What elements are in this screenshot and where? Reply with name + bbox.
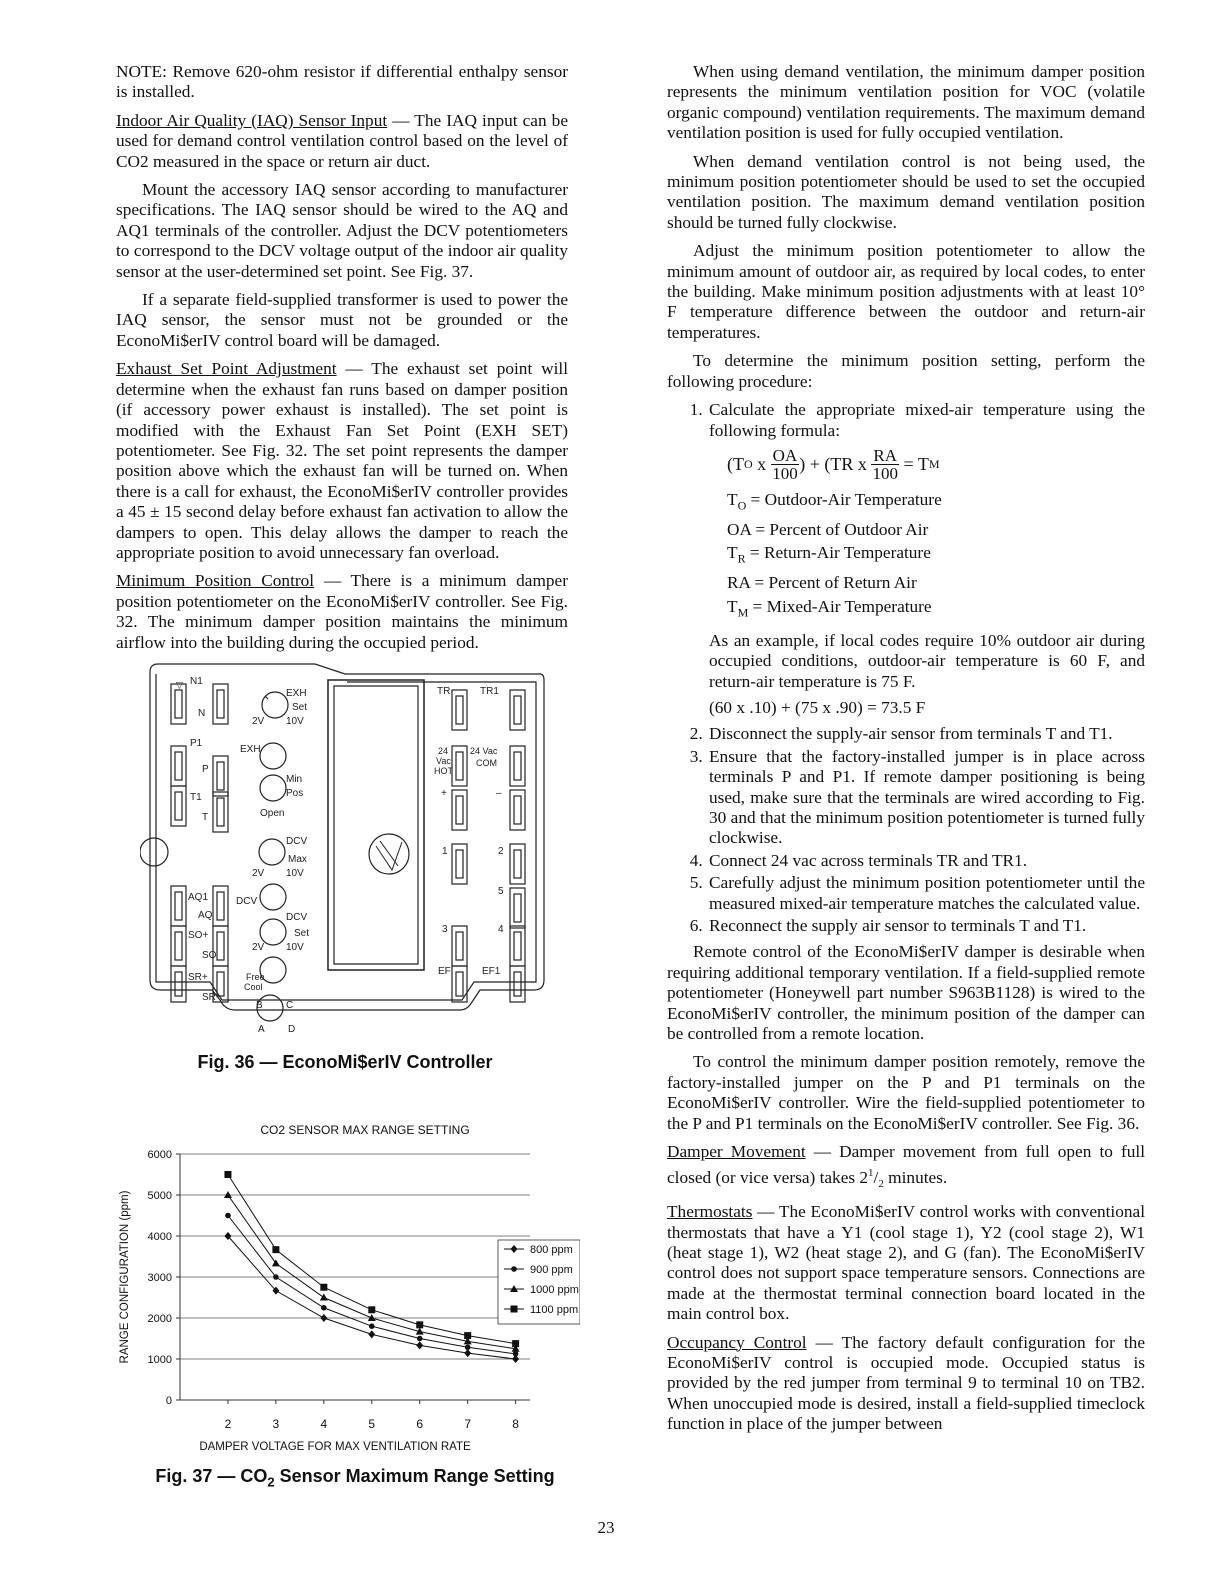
example-paragraph: As an example, if local codes require 10% outdoor air during occupied conditions, outdoor-air temperature is 60 F, and return-air temperature is 75 F. [709, 630, 1145, 691]
label-pos: Pos [286, 788, 304, 799]
remote-control-paragraph: Remote control of the EconoMi$erIV damper is desirable when requiring additional temporary ventilation. If a field-supplied remote potentiometer (Honeywell part number S963B1128) is wired to the EconoMi$erIV controller, the minimum position of the damper can be controlled from a remote location. [667, 942, 1145, 1044]
procedure-steps [667, 400, 1145, 936]
formula-definitions [727, 488, 1145, 625]
fig37-caption-pre: Fig. 37 — CO [155, 1466, 268, 1486]
data-point [464, 1349, 471, 1357]
legend-label: 900 ppm [530, 1264, 573, 1276]
formula-oa: OA [772, 445, 798, 465]
label-c: C [286, 1000, 294, 1011]
x-tick-label: 4 [320, 1417, 328, 1431]
data-point [464, 1332, 471, 1339]
step-1-text: Calculate the appropriate mixed-air temperature using the following formula: [709, 400, 1145, 440]
label-aq1: AQ1 [188, 892, 209, 903]
label-term-2: 2 [498, 846, 504, 857]
step-2: 2. Disconnect the supply-air sensor from terminals T and T1. [707, 724, 1145, 744]
formula-line [727, 447, 1145, 482]
label-com: COM [476, 758, 497, 768]
label-n1: N1 [190, 676, 203, 687]
demand-vent-paragraph: When using demand ventilation, the minimum damper position represents the minimum ventilation position for VOC (volatile organic compound) ventilation requirements. The maximum demand ventilation position is used for fully occupied ventilation. [667, 62, 1145, 143]
label-term-1: 1 [442, 846, 448, 857]
formula-m-sub: M [928, 457, 940, 472]
x-axis-label: DAMPER VOLTAGE FOR MAX VENTILATION RATE [199, 1441, 471, 1453]
legend-label: 800 ppm [530, 1244, 573, 1256]
y-tick-label: 3000 [147, 1272, 172, 1284]
thermostats-paragraph [667, 1202, 1145, 1324]
x-tick-label: 2 [224, 1417, 232, 1431]
label-10v-dcv: 10V [286, 868, 304, 879]
y-tick-label: 2000 [147, 1313, 172, 1325]
occupancy-heading: Occupancy Control [667, 1332, 807, 1352]
legend-label: 1000 ppm [530, 1284, 579, 1296]
formula-definition [727, 518, 1145, 542]
label-cool: Cool [244, 982, 263, 992]
label-term-5: 5 [498, 886, 504, 897]
formula-x1: x [752, 454, 771, 475]
exhaust-text: — The exhaust set point will determine when the exhaust fan runs based on damper position (if accessory power exhaust is installed). The set point is modified with the Exhaust Fan Set Point (EXH SET) potentiometer. See Fig. 32. The set point represents the damper position above which the exhaust fan will be turned on. When there is a call for exhaust, the EconoMi$erIV controller provides a 45 ± 15 second delay before exhaust fan activation to allow the dampers to open. This delay allows the damper to reach the appropriate position to avoid unnecessary fan overload. [116, 359, 569, 562]
definition-symbol: T [727, 596, 738, 616]
formula-h2: 100 [872, 463, 898, 483]
page-number: 23 [597, 1518, 615, 1537]
no-dcv-paragraph: When demand ventilation control is not being used, the minimum position potentiometer should be used to set the occupied ventilation position. The maximum demand ventilation position should be turned fully clockwise. [667, 151, 1145, 232]
label-aq: AQ [198, 910, 213, 921]
label-t: T [202, 812, 209, 823]
step-1 [707, 400, 1145, 718]
iaq-text: — The IAQ input can be used for demand control ventilation control based on the level of CO2 measured in the space or return air duct. [116, 110, 568, 171]
x-tick-label: 7 [464, 1417, 472, 1431]
procedure-intro: To determine the minimum position setting, perform the following procedure: [667, 351, 1145, 391]
x-tick-label: 8 [512, 1417, 519, 1431]
x-tick-label: 6 [416, 1417, 424, 1431]
data-point [225, 1213, 231, 1219]
adjust-min-paragraph: Adjust the minimum position potentiometer to allow the minimum amount of outdoor air, as required by local codes, to enter the building. Make minimum position adjustments with at least 10° F temperature difference between the outdoor and return-air temperatures. [667, 241, 1145, 342]
label-10v-b: 10V [286, 942, 304, 953]
data-point [224, 1171, 231, 1178]
data-point [224, 1191, 232, 1198]
econmizer-controller-diagram [140, 660, 550, 1040]
formula-h1: 100 [772, 463, 798, 483]
iaq-mount-paragraph: Mount the accessory IAQ sensor according to manufacturer specifications. The IAQ sensor should be wired to the AQ and AQ1 terminals of the controller. Adjust the DCV potentiometers to correspond to the DCV voltage output of the indoor air quality sensor at the user-determined set point. See Fig. 37. [116, 180, 568, 281]
damper-slash: / [873, 1167, 879, 1187]
formula-o-sub: O [744, 457, 753, 472]
damper-text-post: minutes. [883, 1167, 948, 1187]
data-point [320, 1294, 328, 1301]
label-max: Max [288, 854, 307, 865]
note-paragraph: NOTE: Remove 620-ohm resistor if differential enthalpy sensor is installed. [116, 62, 568, 102]
occupancy-paragraph [667, 1333, 1145, 1435]
label-2v-dcv: 2V [252, 868, 265, 879]
minpos-paragraph [116, 571, 568, 653]
data-point [272, 1259, 280, 1266]
label-free: Free [246, 972, 265, 982]
definition-text: = Return-Air Temperature [745, 543, 931, 563]
formula-open1: (T [727, 454, 744, 475]
damper-movement-paragraph [667, 1142, 1145, 1194]
mixed-air-formula [727, 447, 1145, 625]
formula-oa-fraction [771, 447, 800, 482]
iaq-transformer-paragraph: If a separate field-supplied transformer is used to power the IAQ sensor, the sensor must not be grounded or the EconoMi$erIV control board will be damaged. [116, 290, 568, 350]
formula-eq: = T [899, 454, 929, 475]
definition-subscript: O [737, 498, 747, 513]
data-point [321, 1305, 327, 1311]
label-minus: – [496, 788, 502, 799]
thermostats-heading: Thermostats [667, 1202, 753, 1222]
data-point [416, 1321, 423, 1328]
y-axis-label: RANGE CONFIGURATION (ppm) [119, 1190, 131, 1364]
thermostats-text: — The EconoMi$erIV control works with conventional thermostats that have a Y1 (cool stage 1), Y2 (cool stage 2), W1 (heat stage 1), W2 (heat stage 2), and G (fan). The EconoMi$erIV control does not support space temperature sensors. Connections are made at the thermostat terminal connection board located in the main control box. [667, 1202, 1145, 1324]
svg-text:▽: ▽ [176, 680, 183, 690]
step-6: 6. Reconnect the supply air sensor to terminals T and T1. [707, 916, 1145, 936]
iaq-heading: Indoor Air Quality (IAQ) Sensor Input [116, 110, 388, 130]
definition-text: = Mixed-Air Temperature [748, 596, 932, 616]
legend-label: 1100 ppm [530, 1304, 579, 1316]
data-point [368, 1330, 375, 1338]
label-2v-b: 2V [252, 942, 265, 953]
label-d: D [288, 1024, 296, 1035]
y-tick-label: 6000 [147, 1149, 172, 1161]
damper-sub: 2 [878, 1177, 884, 1190]
label-ef: EF [438, 966, 451, 977]
formula-definition [727, 595, 1145, 625]
definition-text: = Percent of Return Air [750, 573, 917, 593]
definition-symbol: T [727, 543, 738, 563]
label-so: SO [202, 950, 217, 961]
label-t1: T1 [190, 792, 202, 803]
data-point [368, 1314, 376, 1321]
label-dcv: DCV [286, 836, 308, 847]
label-exh2: EXH [240, 744, 261, 755]
label-vac: Vac [436, 756, 451, 766]
series-line [228, 1236, 516, 1359]
example-calc: (60 x .10) + (75 x .90) = 73.5 F [709, 697, 926, 717]
data-point [369, 1323, 375, 1329]
label-24: 24 [438, 746, 449, 756]
damper-sup: 1 [868, 1166, 874, 1179]
y-tick-label: 0 [165, 1395, 172, 1407]
label-2v: 2V [252, 716, 265, 727]
damper-text-pre: — Damper movement from full open to full closed (or vice versa) takes 2 [667, 1142, 1145, 1187]
label-sr: SR [202, 992, 216, 1003]
label-min: Min [286, 774, 303, 785]
data-point [512, 1340, 519, 1347]
label-hot: HOT [434, 766, 453, 776]
label-plus: + [441, 788, 447, 799]
data-point [320, 1314, 327, 1322]
exhaust-heading: Exhaust Set Point Adjustment [116, 359, 337, 379]
label-open: Open [260, 808, 285, 819]
data-point [417, 1336, 423, 1342]
definition-symbol: T [727, 489, 738, 509]
data-point [513, 1351, 519, 1357]
data-point [272, 1246, 279, 1253]
label-set: Set [292, 702, 308, 713]
iaq-paragraph [116, 111, 568, 172]
label-term-4: 4 [498, 924, 504, 935]
formula-definition [727, 541, 1145, 571]
definition-text: = Outdoor-Air Temperature [746, 489, 942, 509]
label-24vac: 24 Vac [470, 746, 498, 756]
label-b: B [256, 1000, 263, 1011]
formula-ra: RA [873, 445, 897, 465]
damper-heading: Damper Movement [667, 1142, 806, 1162]
y-tick-label: 4000 [147, 1231, 172, 1243]
definition-symbol: RA [727, 573, 751, 593]
label-p: P [202, 764, 209, 775]
label-10v: 10V [286, 716, 304, 727]
label-so-plus: SO+ [188, 930, 209, 941]
definition-text: = Percent of Outdoor Air [751, 519, 929, 539]
fig36-caption: Fig. 36 — EconoMi$erIV Controller [197, 1052, 493, 1072]
formula-definition [727, 488, 1145, 518]
label-tr1: TR1 [480, 686, 499, 697]
step-4: 4. Connect 24 vac across terminals TR and TR1. [707, 851, 1145, 871]
step-3: 3. Ensure that the factory-installed jumper is in place across terminals P and P1. If remote damper positioning is being used, make sure that the terminals are wired according to Fig. 30 and that the minimum position potentiometer is turned fully clockwise. [707, 747, 1145, 849]
data-point [320, 1284, 327, 1291]
data-point [368, 1306, 375, 1313]
fig37-caption [120, 1466, 590, 1490]
co2-range-chart [110, 1118, 580, 1458]
left-column [116, 62, 568, 661]
label-term-3: 3 [442, 924, 448, 935]
y-tick-label: 5000 [147, 1190, 172, 1202]
y-tick-label: 1000 [147, 1354, 172, 1366]
data-point [511, 1306, 518, 1313]
minpos-heading: Minimum Position Control [116, 571, 315, 591]
x-tick-label: 3 [272, 1417, 280, 1431]
label-set2: Set [294, 928, 310, 939]
formula-definition [727, 571, 1145, 595]
label-tr: TR [437, 686, 451, 697]
chart-title: CO2 SENSOR MAX RANGE SETTING [260, 1123, 470, 1137]
fig37-caption-post: Sensor Maximum Range Setting [274, 1466, 555, 1486]
label-ef1: EF1 [482, 966, 501, 977]
data-point [511, 1266, 517, 1272]
minpos-text: — There is a minimum damper position potentiometer on the EconoMi$erIV controller. See Fig. 32. The minimum damper position maintains the minimum airflow into the building during the occupied period. [116, 571, 568, 652]
exhaust-paragraph [116, 359, 568, 563]
label-dcv3: DCV [286, 912, 308, 923]
formula-close1: ) + (TR x [799, 454, 872, 475]
data-point [273, 1274, 279, 1280]
definition-subscript: R [737, 551, 746, 566]
fig37-caption-sub: 2 [267, 1474, 275, 1490]
label-sr-plus: SR+ [188, 972, 208, 983]
label-a: A [258, 1024, 265, 1035]
right-column [667, 62, 1145, 1443]
label-exh: EXH [286, 688, 307, 699]
x-tick-label: 5 [368, 1417, 376, 1431]
data-point [465, 1344, 471, 1350]
definition-symbol: OA [727, 519, 752, 539]
definition-subscript: M [737, 605, 749, 620]
label-n: N [198, 708, 206, 719]
data-point [416, 1341, 423, 1349]
label-dcv2: DCV [236, 896, 258, 907]
step-5: 5. Carefully adjust the minimum position potentiometer until the measured mixed-air temperature matches the calculated value. [707, 873, 1145, 914]
remote-min-paragraph: To control the minimum damper position remotely, remove the factory-installed jumper on the P and P1 terminals on the EconoMi$erIV controller. Wire the field-supplied potentiometer to the P and P1 terminals on the EconoMi$erIV controller. See Fig. 36. [667, 1052, 1145, 1133]
occupancy-text: — The factory default configuration for the EconoMi$erIV control is occupied mode. Occupied status is provided by the red jumper from terminal 9 to terminal 10 on TB2. When unoccupied mode is desired, install a field-supplied timeclock function in place of the jumper between [667, 1332, 1145, 1434]
formula-ra-fraction [871, 447, 899, 482]
label-p1: P1 [190, 738, 203, 749]
